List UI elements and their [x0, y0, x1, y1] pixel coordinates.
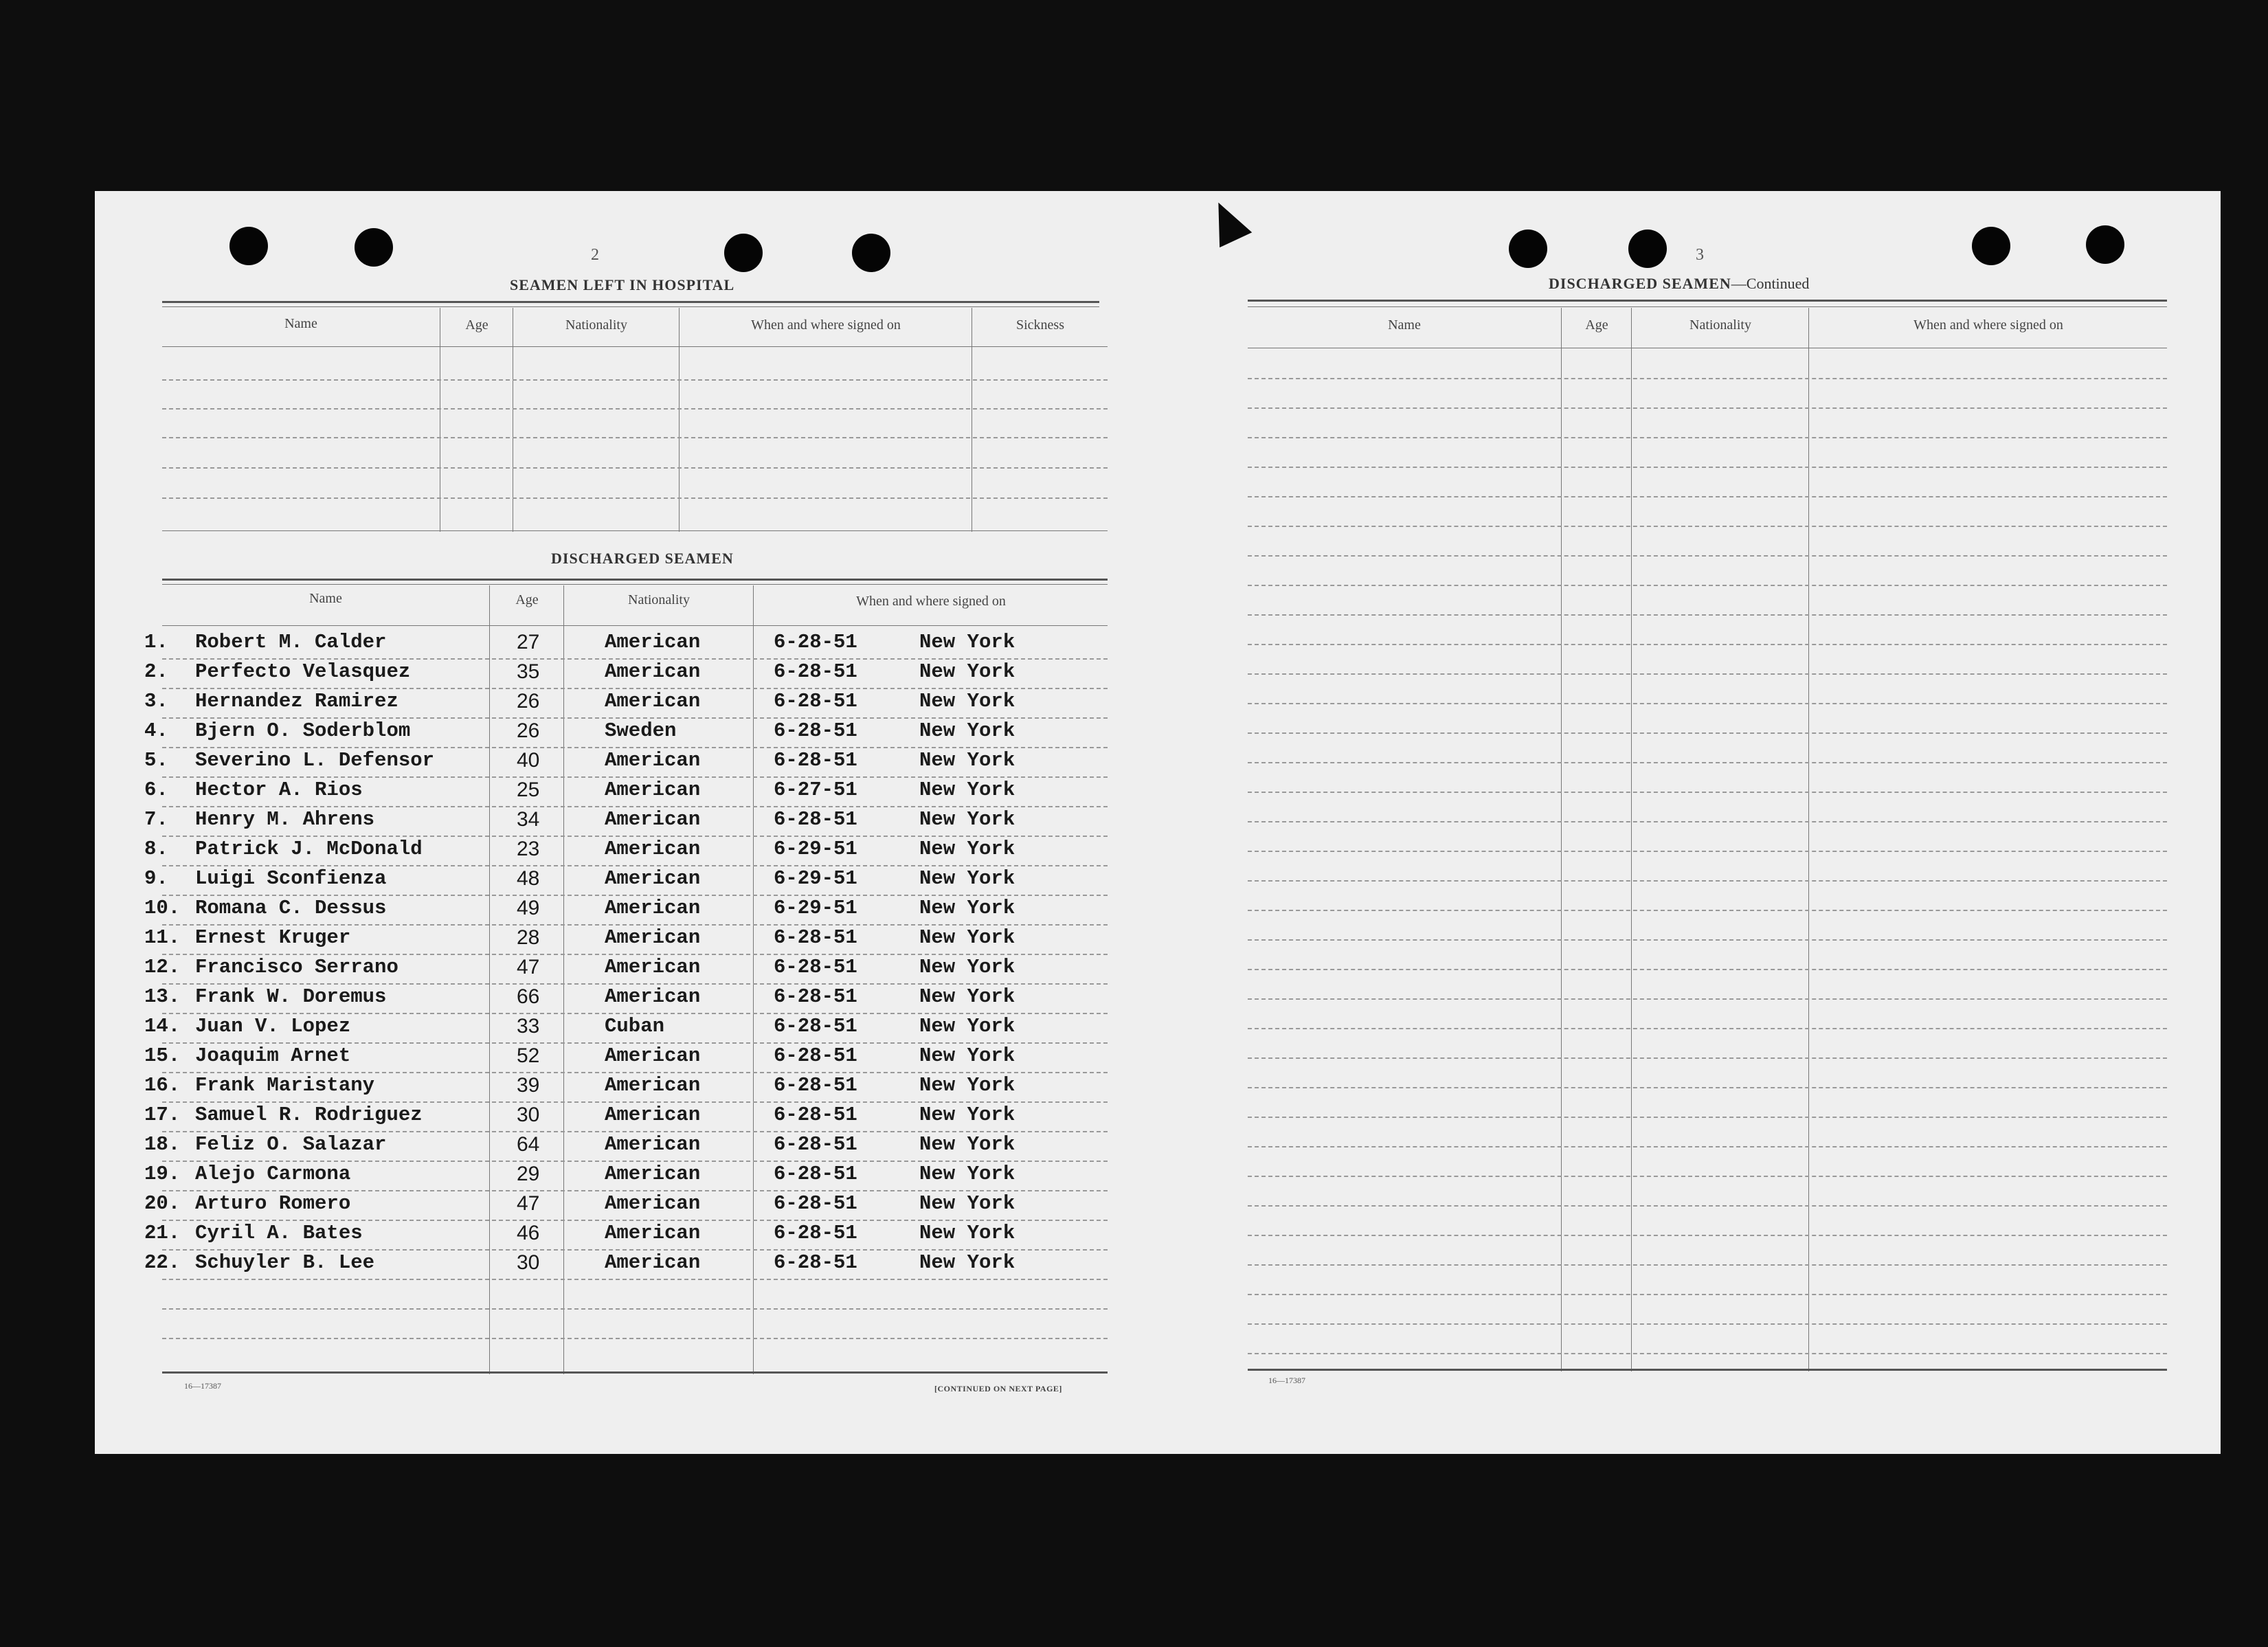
signed-on-place: New York	[919, 1251, 1015, 1274]
discharged-divider-2	[563, 585, 564, 1374]
row-line	[162, 865, 1108, 866]
seaman-nationality: American	[605, 1251, 701, 1274]
seaman-name: Joaquim Arnet	[195, 1044, 351, 1067]
discharged-col-nationality: Nationality	[628, 592, 690, 607]
row-line	[162, 776, 1108, 778]
continued-note: [CONTINUED ON NEXT PAGE]	[934, 1384, 1062, 1393]
row-number: 3.	[144, 690, 168, 713]
row-line	[162, 1161, 1108, 1162]
blank-row-line	[1248, 1353, 2167, 1354]
blank-row-line	[1248, 1117, 2167, 1118]
row-line	[162, 658, 1108, 660]
signed-on-date: 6-28-51	[774, 660, 857, 683]
right-top-rule-2	[1248, 306, 2167, 307]
row-line	[162, 895, 1108, 896]
hospital-col-signed: When and where signed on	[751, 317, 901, 333]
seaman-name: Luigi Sconfienza	[195, 867, 387, 890]
seaman-nationality: American	[605, 1222, 701, 1244]
discharged-col-age: Age	[515, 592, 539, 607]
binding-hole-1	[229, 227, 268, 265]
seaman-nationality: American	[605, 867, 701, 890]
hospital-row-line-4	[162, 467, 1108, 469]
seaman-age: 27	[517, 631, 540, 653]
binding-hole-2	[355, 228, 393, 267]
hospital-top-rule-2	[162, 306, 1099, 307]
signed-on-place: New York	[919, 1074, 1015, 1097]
seaman-age: 40	[517, 749, 540, 772]
blank-row-line	[1248, 1235, 2167, 1236]
row-number: 12.	[144, 956, 181, 978]
hospital-header-rule	[162, 346, 1108, 347]
seaman-name: Schuyler B. Lee	[195, 1251, 375, 1274]
seaman-nationality: American	[605, 690, 701, 713]
signed-on-place: New York	[919, 1133, 1015, 1156]
binding-hole-7	[1972, 227, 2010, 265]
seaman-nationality: American	[605, 985, 701, 1008]
seaman-name: Robert M. Calder	[195, 631, 387, 653]
row-line	[162, 1013, 1108, 1014]
seaman-age: 28	[517, 926, 540, 949]
hospital-col-name: Name	[284, 316, 317, 331]
blank-row-line	[1248, 437, 2167, 438]
row-number: 5.	[144, 749, 168, 772]
signed-on-date: 6-28-51	[774, 1222, 857, 1244]
signed-on-place: New York	[919, 778, 1015, 801]
seaman-age: 64	[517, 1133, 540, 1156]
seaman-name: Severino L. Defensor	[195, 749, 435, 772]
signed-on-place: New York	[919, 956, 1015, 978]
seaman-name: Bjern O. Soderblom	[195, 719, 411, 742]
row-line	[162, 1131, 1108, 1132]
right-col-signed: When and where signed on	[1913, 317, 2063, 333]
seaman-age: 66	[517, 985, 540, 1008]
seaman-age: 52	[517, 1044, 540, 1067]
left-page-bottom-rule	[162, 1371, 1108, 1374]
seaman-age: 47	[517, 1192, 540, 1215]
page-number-right: 3	[1696, 246, 1704, 264]
blank-row-line	[1248, 585, 2167, 586]
signed-on-date: 6-29-51	[774, 897, 857, 919]
blank-row-line	[1248, 644, 2167, 645]
row-line	[162, 1042, 1108, 1044]
signed-on-place: New York	[919, 808, 1015, 831]
seaman-name: Juan V. Lopez	[195, 1015, 351, 1038]
seaman-nationality: American	[605, 1074, 701, 1097]
blank-row-line	[1248, 673, 2167, 675]
seaman-name: Hector A. Rios	[195, 778, 363, 801]
blank-row-line	[1248, 407, 2167, 409]
row-number: 9.	[144, 867, 168, 890]
page-number-left: 2	[591, 246, 599, 264]
blank-row-line	[1248, 880, 2167, 882]
signed-on-date: 6-28-51	[774, 719, 857, 742]
seaman-name: Henry M. Ahrens	[195, 808, 375, 831]
seaman-age: 48	[517, 867, 540, 890]
row-number: 18.	[144, 1133, 181, 1156]
row-line	[162, 954, 1108, 955]
row-line	[162, 1220, 1108, 1221]
blank-row-line	[1248, 1264, 2167, 1266]
seaman-age: 26	[517, 719, 540, 742]
signed-on-place: New York	[919, 1044, 1015, 1067]
row-number: 10.	[144, 897, 181, 919]
signed-on-date: 6-28-51	[774, 1163, 857, 1185]
right-title-main: DISCHARGED SEAMEN	[1549, 275, 1731, 292]
seaman-name: Arturo Romero	[195, 1192, 351, 1215]
form-number-right: 16—17387	[1268, 1376, 1305, 1385]
hospital-col-sickness: Sickness	[1016, 317, 1064, 333]
signed-on-place: New York	[919, 1103, 1015, 1126]
blank-row-line	[1248, 821, 2167, 822]
discharged-top-rule-2	[162, 584, 1108, 585]
row-number: 15.	[144, 1044, 181, 1067]
blank-row-line	[1248, 1087, 2167, 1088]
blank-row-line	[1248, 496, 2167, 497]
seaman-age: 23	[517, 838, 540, 860]
row-number: 11.	[144, 926, 181, 949]
signed-on-date: 6-28-51	[774, 1251, 857, 1274]
hospital-col-age: Age	[465, 317, 489, 333]
right-col-name: Name	[1388, 317, 1421, 333]
seaman-age: 25	[517, 778, 540, 801]
signed-on-place: New York	[919, 867, 1015, 890]
seaman-name: Hernandez Ramirez	[195, 690, 398, 713]
signed-on-place: New York	[919, 749, 1015, 772]
row-number: 2.	[144, 660, 168, 683]
seaman-name: Cyril A. Bates	[195, 1222, 363, 1244]
seaman-nationality: American	[605, 660, 701, 683]
row-number: 17.	[144, 1103, 181, 1126]
seaman-age: 33	[517, 1015, 540, 1038]
seaman-name: Feliz O. Salazar	[195, 1133, 387, 1156]
seaman-age: 30	[517, 1103, 540, 1126]
seaman-nationality: American	[605, 1163, 701, 1185]
blank-row-line	[162, 1338, 1108, 1339]
row-number: 14.	[144, 1015, 181, 1038]
seaman-nationality: Cuban	[605, 1015, 665, 1038]
seaman-age: 39	[517, 1074, 540, 1097]
seaman-nationality: American	[605, 1133, 701, 1156]
signed-on-place: New York	[919, 1222, 1015, 1244]
seaman-name: Alejo Carmona	[195, 1163, 351, 1185]
signed-on-date: 6-28-51	[774, 749, 857, 772]
discharged-col-name: Name	[309, 591, 342, 606]
seaman-nationality: American	[605, 838, 701, 860]
seaman-nationality: American	[605, 749, 701, 772]
signed-on-date: 6-29-51	[774, 867, 857, 890]
signed-on-date: 6-28-51	[774, 690, 857, 713]
form-number-left: 16—17387	[184, 1381, 221, 1391]
row-number: 7.	[144, 808, 168, 831]
signed-on-date: 6-28-51	[774, 631, 857, 653]
discharged-section-title: DISCHARGED SEAMEN	[551, 550, 734, 567]
signed-on-date: 6-28-51	[774, 956, 857, 978]
blank-row-line	[1248, 732, 2167, 734]
row-line	[162, 1249, 1108, 1251]
row-number: 20.	[144, 1192, 181, 1215]
signed-on-date: 6-28-51	[774, 808, 857, 831]
row-line	[162, 1279, 1108, 1280]
discharged-col-signed: When and where signed on	[856, 594, 1006, 609]
blank-row-line	[1248, 1057, 2167, 1059]
row-number: 19.	[144, 1163, 181, 1185]
seaman-nationality: American	[605, 1044, 701, 1067]
signed-on-date: 6-28-51	[774, 1074, 857, 1097]
seaman-name: Ernest Kruger	[195, 926, 351, 949]
right-section-title	[1549, 275, 1809, 293]
row-number: 16.	[144, 1074, 181, 1097]
discharged-divider-1	[489, 585, 490, 1374]
row-number: 21.	[144, 1222, 181, 1244]
hospital-row-line-3	[162, 437, 1108, 438]
seaman-nationality: Sweden	[605, 719, 677, 742]
hospital-row-line-5	[162, 497, 1108, 499]
blank-row-line	[1248, 762, 2167, 763]
right-col-nationality: Nationality	[1689, 317, 1751, 333]
seaman-nationality: American	[605, 897, 701, 919]
blank-row-line	[1248, 555, 2167, 557]
row-line	[162, 688, 1108, 689]
row-line	[162, 1101, 1108, 1103]
blank-row-line	[1248, 851, 2167, 852]
blank-row-line	[1248, 703, 2167, 704]
signed-on-place: New York	[919, 719, 1015, 742]
row-line	[162, 717, 1108, 719]
signed-on-date: 6-28-51	[774, 926, 857, 949]
blank-row-line	[1248, 526, 2167, 527]
seaman-name: Frank Maristany	[195, 1074, 375, 1097]
seaman-nationality: American	[605, 1103, 701, 1126]
seaman-age: 30	[517, 1251, 540, 1274]
seaman-name: Frank W. Doremus	[195, 985, 387, 1008]
blank-row-line	[1248, 614, 2167, 616]
blank-row-line	[1248, 1294, 2167, 1295]
signed-on-place: New York	[919, 897, 1015, 919]
row-number: 13.	[144, 985, 181, 1008]
row-line	[162, 836, 1108, 837]
signed-on-place: New York	[919, 1192, 1015, 1215]
row-number: 8.	[144, 838, 168, 860]
binding-hole-3	[724, 234, 763, 272]
seaman-nationality: American	[605, 926, 701, 949]
right-top-rule	[1248, 300, 2167, 302]
hospital-col-nationality: Nationality	[565, 317, 627, 333]
right-page-bottom-rule	[1248, 1369, 2167, 1371]
row-line	[162, 1190, 1108, 1191]
blank-row-line	[1248, 939, 2167, 941]
row-line	[162, 983, 1108, 985]
discharged-header-rule	[162, 625, 1108, 626]
right-col-age: Age	[1585, 317, 1608, 333]
seaman-nationality: American	[605, 778, 701, 801]
row-number: 6.	[144, 778, 168, 801]
hospital-top-rule	[162, 301, 1099, 303]
hospital-section-title: SEAMEN LEFT IN HOSPITAL	[510, 276, 735, 293]
signed-on-date: 6-28-51	[774, 1015, 857, 1038]
seaman-age: 35	[517, 660, 540, 683]
signed-on-place: New York	[919, 660, 1015, 683]
seaman-nationality: American	[605, 956, 701, 978]
row-line	[162, 1072, 1108, 1073]
binding-hole-4	[852, 234, 890, 272]
seaman-age: 34	[517, 808, 540, 831]
right-title-continued: —Continued	[1731, 275, 1810, 292]
seaman-nationality: American	[605, 631, 701, 653]
seaman-nationality: American	[605, 808, 701, 831]
signed-on-place: New York	[919, 631, 1015, 653]
seaman-name: Romana C. Dessus	[195, 897, 387, 919]
blank-row-line	[1248, 1028, 2167, 1029]
seaman-name: Patrick J. McDonald	[195, 838, 423, 860]
signed-on-date: 6-28-51	[774, 1133, 857, 1156]
discharged-top-rule	[162, 579, 1108, 581]
signed-on-date: 6-28-51	[774, 985, 857, 1008]
signed-on-place: New York	[919, 926, 1015, 949]
seaman-age: 49	[517, 897, 540, 919]
binding-hole-8	[2086, 225, 2124, 264]
binding-hole-6	[1628, 229, 1667, 268]
binding-hole-5	[1509, 229, 1547, 268]
signed-on-place: New York	[919, 1015, 1015, 1038]
signed-on-place: New York	[919, 690, 1015, 713]
blank-row-line	[1248, 378, 2167, 379]
signed-on-date: 6-28-51	[774, 1192, 857, 1215]
blank-row-line	[162, 1308, 1108, 1310]
seaman-name: Samuel R. Rodriguez	[195, 1103, 423, 1126]
hospital-row-line-2	[162, 408, 1108, 410]
row-line	[162, 806, 1108, 807]
signed-on-date: 6-27-51	[774, 778, 857, 801]
row-number: 1.	[144, 631, 168, 653]
blank-row-line	[1248, 969, 2167, 970]
discharged-divider-3	[753, 585, 754, 1374]
blank-row-line	[1248, 1323, 2167, 1325]
hospital-row-line-1	[162, 379, 1108, 381]
hospital-bottom-rule	[162, 530, 1108, 531]
row-line	[162, 747, 1108, 748]
blank-row-line	[1248, 910, 2167, 911]
signed-on-place: New York	[919, 1163, 1015, 1185]
signed-on-date: 6-28-51	[774, 1103, 857, 1126]
signed-on-date: 6-28-51	[774, 1044, 857, 1067]
blank-row-line	[1248, 792, 2167, 793]
blank-row-line	[1248, 1176, 2167, 1177]
signed-on-date: 6-29-51	[774, 838, 857, 860]
seaman-age: 46	[517, 1222, 540, 1244]
blank-row-line	[1248, 467, 2167, 468]
seaman-age: 29	[517, 1163, 540, 1185]
blank-row-line	[1248, 1146, 2167, 1147]
signed-on-place: New York	[919, 985, 1015, 1008]
signed-on-place: New York	[919, 838, 1015, 860]
row-line	[162, 924, 1108, 926]
seaman-age: 26	[517, 690, 540, 713]
row-number: 4.	[144, 719, 168, 742]
row-number: 22.	[144, 1251, 181, 1274]
seaman-age: 47	[517, 956, 540, 978]
blank-row-line	[1248, 998, 2167, 1000]
blank-row-line	[1248, 1205, 2167, 1207]
seaman-name: Perfecto Velasquez	[195, 660, 411, 683]
seaman-name: Francisco Serrano	[195, 956, 398, 978]
seaman-nationality: American	[605, 1192, 701, 1215]
